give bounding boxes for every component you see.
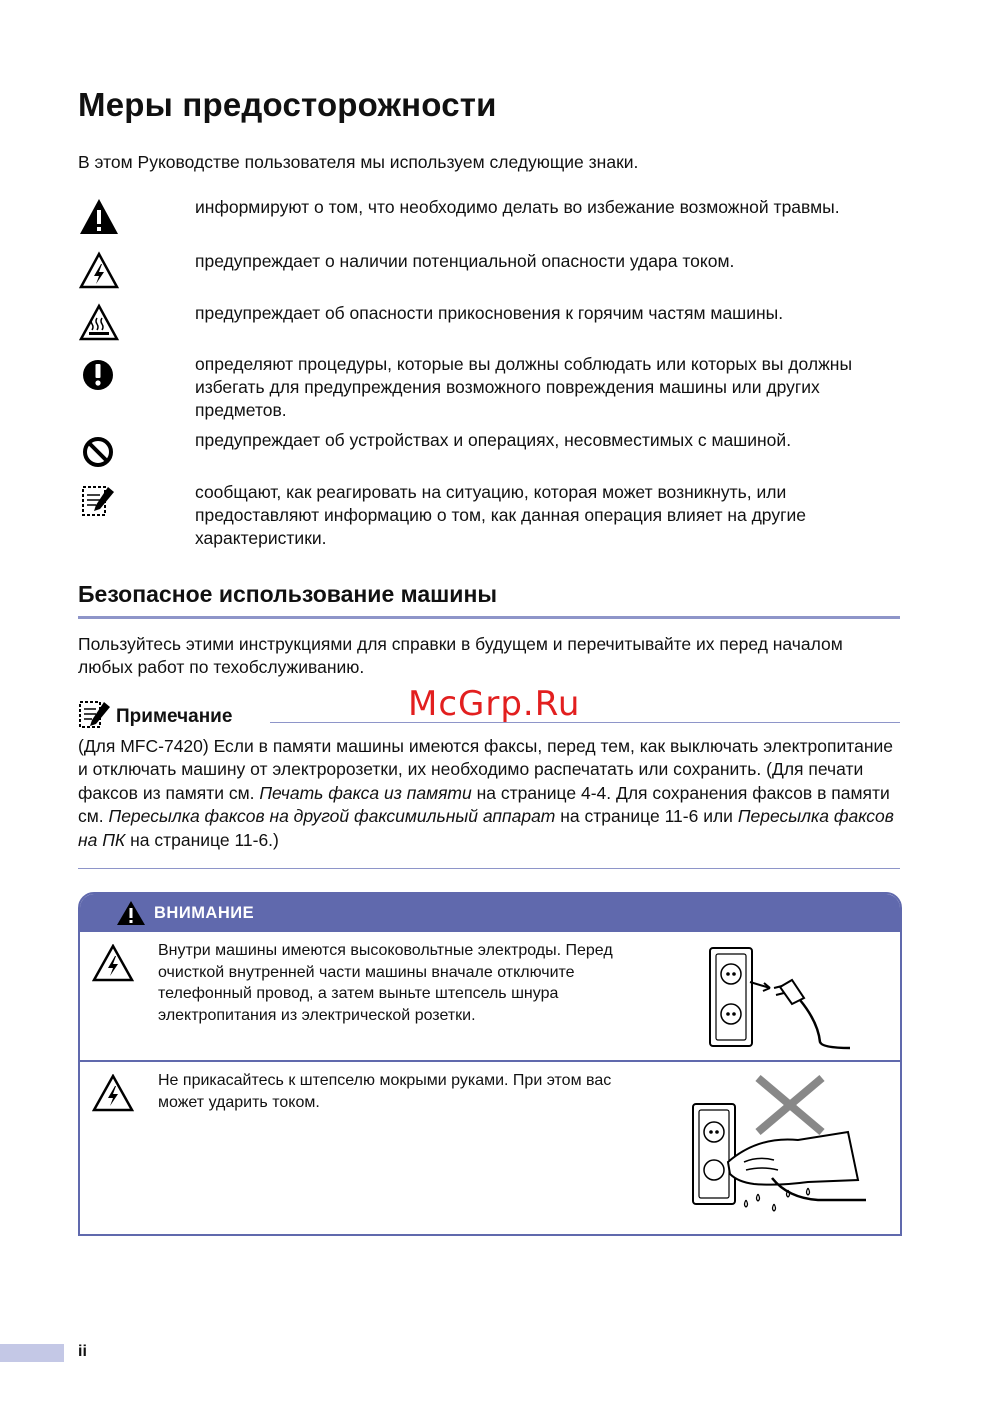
symbol-description: предупреждает об устройствах и операциях, несовместимых с машиной. — [195, 430, 792, 450]
page-number: ii — [78, 1343, 87, 1360]
note-text: на странице 4-4. Для сохранения факсов в памяти см. — [78, 782, 890, 827]
note-end-divider — [78, 868, 900, 869]
unplug-illustration — [700, 942, 860, 1057]
symbol-description: информируют о том, что необходимо делать во избежание возможной травмы. — [195, 197, 840, 217]
warning-text: Внутри машины имеются высоковольтные электроды. Перед очисткой внутренней части машины вначале отключите телефонный провод, а затем выньте штепсель шнура электропитания из электрической розетки. — [158, 942, 613, 1024]
note-body — [78, 735, 900, 852]
wet-hands-plug-illustration — [688, 1070, 868, 1225]
warning-triangle-icon — [78, 196, 120, 238]
symbol-description: предупреждает об опасности прикосновения к горячим частям машины. — [195, 303, 784, 323]
warning-item — [80, 1062, 900, 1232]
intro-text: В этом Руководстве пользователя мы используем следующие знаки. — [78, 152, 639, 172]
warning-item — [80, 932, 900, 1062]
warning-text: Не прикасайтесь к штепселю мокрыми руками. При этом вас может ударить током. — [158, 1072, 612, 1111]
warning-title: ВНИМАНИЕ — [154, 904, 255, 922]
warning-header — [80, 894, 900, 932]
section-paragraph: Пользуйтесь этими инструкциями для справки в будущем и перечитывайте их перед началом любых работ по техобслуживанию. — [78, 634, 843, 677]
watermark: McGrp.Ru — [408, 684, 581, 724]
note-text: на странице 11-6 или — [555, 806, 738, 827]
note-label: Примечание — [116, 706, 233, 727]
prohibited-icon — [78, 429, 120, 471]
note-text: (Для MFC-7420) Если в памяти машины имеются факсы, перед тем, как выключать электропитание и отключать машину от электророзетки, их необходимо распечатать или сохранить. (Для печати факсов из памяти см. — [78, 736, 893, 803]
note-reference: Пересылка факсов на другой факсимильный аппарат — [108, 806, 556, 827]
note-icon — [78, 700, 112, 735]
note-reference: Печать факса из памяти — [259, 782, 472, 803]
symbol-description: определяют процедуры, которые вы должны соблюдать или которых вы должны избегать для предупреждения возможного повреждения машины или других предметов. — [195, 354, 853, 420]
note-text: на странице 11-6.) — [125, 829, 279, 850]
symbol-description: предупреждает о наличии потенциальной опасности удара током. — [195, 251, 735, 271]
page-marker — [0, 1344, 64, 1362]
section-heading: Безопасное использование машины — [78, 581, 900, 619]
electrical-hazard-icon — [78, 250, 120, 292]
note-icon — [78, 481, 120, 523]
symbol-description: сообщают, как реагировать на ситуацию, которая может возникнуть, или предоставляют информацию о том, как данная операция влияет на другие характеристики. — [195, 482, 806, 548]
note-divider — [270, 722, 900, 723]
page-title: Меры предосторожности — [78, 86, 497, 123]
warning-box — [78, 892, 902, 1236]
note-reference: Пересылка факсов на ПК — [78, 806, 894, 850]
hot-surface-icon — [78, 302, 120, 344]
caution-exclamation-icon — [78, 353, 120, 395]
electrical-hazard-icon — [92, 1074, 134, 1117]
warning-triangle-icon — [116, 900, 146, 931]
electrical-hazard-icon — [92, 944, 134, 987]
